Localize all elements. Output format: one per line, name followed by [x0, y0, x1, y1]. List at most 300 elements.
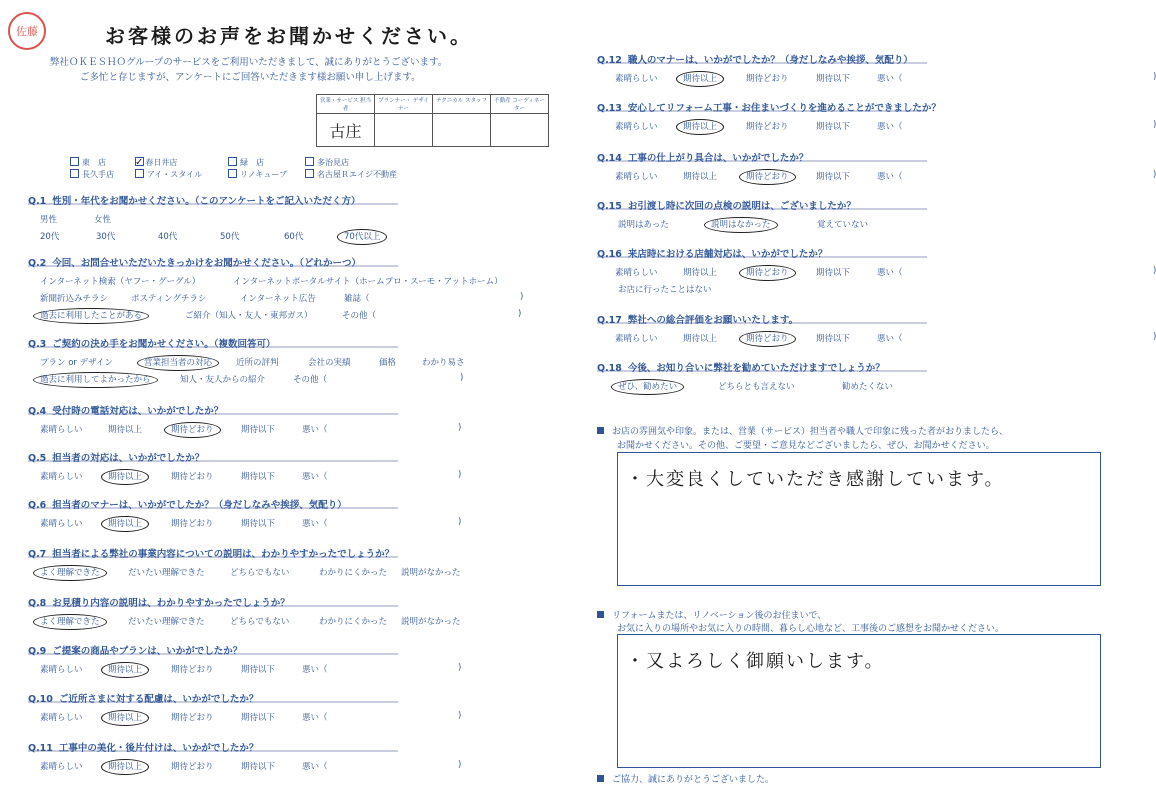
- answer-option[interactable]: [108, 423, 142, 435]
- answer-label: 悪い（: [302, 425, 328, 435]
- question-number: Q.2: [28, 258, 47, 269]
- answer-option[interactable]: [40, 470, 83, 482]
- answer-option[interactable]: [746, 72, 789, 84]
- selected-answer: 期待どおり: [739, 169, 796, 185]
- question-heading: [28, 193, 360, 207]
- answer-label: 素晴らしい: [615, 172, 658, 182]
- name-stamp: 佐藤: [8, 12, 46, 50]
- answer-option[interactable]: [40, 275, 200, 287]
- selected-answer: 過去に利用してよかったから: [33, 372, 158, 388]
- question-heading: [597, 100, 941, 114]
- store-option[interactable]: [70, 157, 106, 168]
- answer-option[interactable]: [816, 72, 850, 84]
- answer-option[interactable]: [131, 292, 206, 304]
- answer-label: 期待どおり: [171, 665, 214, 675]
- comment-prompt-1b: お聞かせください。その他、ご要望・ご意見などございましたら、ぜひ、お聞かせください。: [617, 441, 995, 451]
- answer-option[interactable]: [683, 72, 717, 84]
- store-option[interactable]: [305, 169, 397, 180]
- answer-option[interactable]: [379, 356, 396, 368]
- staff-name-realestate[interactable]: [491, 114, 549, 147]
- answer-option[interactable]: [746, 170, 789, 182]
- answer-label: 素晴らしい: [40, 472, 83, 482]
- question-number: Q.15: [597, 201, 622, 212]
- staff-header: プランナー・ デザイナー: [375, 95, 433, 114]
- answer-label: 悪い（: [302, 665, 328, 675]
- answer-label: 期待以上: [683, 334, 718, 344]
- question-number: Q.6: [28, 500, 47, 511]
- answer-option[interactable]: [877, 72, 903, 84]
- checkbox-icon[interactable]: [70, 169, 79, 178]
- answer-option[interactable]: [302, 470, 328, 482]
- comment-box-impressions[interactable]: [617, 452, 1101, 586]
- answer-option[interactable]: [171, 517, 214, 529]
- answer-label: 期待以下: [241, 665, 276, 675]
- answer-option[interactable]: [220, 230, 239, 242]
- answer-option[interactable]: [108, 760, 142, 772]
- staff-header: 不動産 コーディネーター: [491, 95, 549, 114]
- section-marker-icon: [597, 775, 604, 782]
- answer-label: 期待以下: [241, 713, 276, 723]
- question-text: 受付時の電話対応は、いかがでしたか？: [52, 406, 224, 417]
- answer-label: どちらとも言えない: [718, 382, 795, 392]
- answer-option[interactable]: [241, 423, 275, 435]
- answer-label: 期待どおり: [746, 74, 789, 84]
- answer-option[interactable]: [877, 120, 903, 132]
- answer-label: ): [458, 711, 462, 721]
- answer-label: 悪い（: [877, 122, 903, 132]
- answer-label: 期待以下: [241, 519, 276, 529]
- selected-answer: 期待どおり: [164, 422, 221, 438]
- answer-label: 悪い（: [302, 472, 328, 482]
- answer-label: だいたい理解できた: [128, 568, 205, 578]
- answer-option[interactable]: [171, 760, 214, 772]
- answer-label: お店に行ったことはない: [618, 285, 712, 295]
- answer-label: インターネット広告: [240, 294, 316, 304]
- comment-prompt-2: リフォームまたは、リノベーション後のお住まいで、: [597, 608, 826, 621]
- answer-option[interactable]: [108, 663, 142, 675]
- answer-option[interactable]: [180, 373, 265, 385]
- answer-option[interactable]: [816, 266, 850, 278]
- store-label: 緑 店: [240, 158, 264, 167]
- question-number: Q.1: [28, 196, 47, 207]
- answer-option[interactable]: [458, 423, 461, 433]
- answer-option[interactable]: [171, 663, 214, 675]
- answer-label: 期待以上: [683, 268, 718, 278]
- answer-label: 期待どおり: [171, 762, 214, 772]
- answer-option[interactable]: [40, 423, 83, 435]
- question-heading: [28, 403, 223, 417]
- answer-label: 説明はあった: [618, 220, 669, 230]
- staff-name-technical[interactable]: [433, 114, 491, 147]
- answer-option[interactable]: [158, 230, 177, 242]
- answer-label: 期待どおり: [171, 713, 214, 723]
- answer-label: 悪い（: [877, 334, 903, 344]
- question-text: 担当者による弊社の事業内容についての説明は、わかりやすかったでしょうか？: [52, 549, 395, 560]
- answer-label: 勧めたくない: [842, 382, 894, 392]
- question-text: 担当者の対応は、いかがでしたか？: [52, 453, 205, 464]
- answer-option[interactable]: [40, 760, 83, 772]
- question-heading: [28, 450, 204, 464]
- question-heading: [28, 497, 347, 511]
- question-text: ご提案の商品やプランは、いかがでしたか？: [52, 646, 243, 657]
- comment-prompt-1: お店の雰囲気や印象。または、営業（サービス）担当者や職人で印象に残った者がおりましたら、: [597, 424, 1008, 437]
- handwritten-comment: ・又よろしく御願いします。: [626, 651, 885, 672]
- answer-label: 価格: [379, 358, 397, 368]
- answer-option[interactable]: [460, 373, 463, 383]
- question-text: お見積り内容の説明は、わかりやすかったでしょうか？: [52, 598, 290, 609]
- question-number: Q.14: [597, 153, 622, 164]
- store-option[interactable]: [228, 169, 287, 180]
- store-label: リノキューブ: [240, 170, 287, 179]
- question-number: Q.7: [28, 549, 47, 560]
- selected-answer: 期待以上: [676, 119, 724, 135]
- answer-option[interactable]: [458, 517, 461, 527]
- answer-option[interactable]: [236, 356, 279, 368]
- question-text: 担当者のマナーは、いかがでしたか？（身だしなみや挨拶、気配り）: [52, 500, 347, 511]
- answer-label: インターネット検索（ヤフー・グーグル）: [40, 277, 201, 287]
- selected-answer: 営業担当者の対応: [137, 355, 219, 371]
- selected-answer: 期待以上: [101, 710, 149, 726]
- answer-option[interactable]: [344, 230, 380, 242]
- store-label: 長久手店: [82, 170, 114, 179]
- answer-option[interactable]: [241, 663, 275, 675]
- answer-label: ): [460, 373, 464, 383]
- answer-label: 悪い（: [877, 74, 903, 84]
- answer-label: ご紹介（知人・友人・東邦ガス）: [185, 311, 313, 321]
- answer-option[interactable]: [171, 423, 214, 435]
- answer-label: 期待以下: [816, 334, 851, 344]
- answer-option[interactable]: [816, 170, 850, 182]
- staff-header: 営業・サービス 担当者: [317, 95, 375, 114]
- answer-label: 素晴らしい: [615, 122, 658, 132]
- answer-option[interactable]: [746, 332, 789, 344]
- question-number: Q.13: [597, 103, 622, 114]
- answer-option[interactable]: [293, 373, 327, 385]
- answer-label: 期待どおり: [171, 519, 214, 529]
- answer-label: ): [458, 470, 462, 480]
- answer-option[interactable]: [108, 711, 142, 723]
- answer-label: 素晴らしい: [40, 519, 83, 529]
- answer-option[interactable]: [171, 711, 214, 723]
- answer-option[interactable]: [302, 423, 328, 435]
- selected-answer: ぜひ、勧めたい: [611, 379, 684, 395]
- answer-label: ): [1153, 170, 1156, 180]
- answer-option[interactable]: [746, 120, 789, 132]
- answer-option[interactable]: [842, 380, 893, 392]
- comment-box-after-work[interactable]: [617, 634, 1101, 768]
- answer-option[interactable]: [96, 230, 115, 242]
- question-text: 安心してリフォーム工事・お住まいづくりを進めることができましたか？: [627, 103, 941, 114]
- answer-label: 期待以下: [241, 425, 276, 435]
- answer-option[interactable]: [615, 266, 658, 278]
- question-text: 職人のマナーは、いかがでしたか？（身だしなみや挨拶、気配り）: [627, 55, 913, 66]
- staff-table: [316, 94, 549, 147]
- question-text: 工事の仕上がり具合は、いかがでしたか？: [627, 153, 809, 164]
- answer-label: 素晴らしい: [40, 425, 83, 435]
- answer-option[interactable]: [518, 309, 521, 319]
- question-number: Q.8: [28, 598, 47, 609]
- answer-option[interactable]: [520, 292, 523, 302]
- answer-label: わかり易さ: [422, 358, 465, 368]
- answer-label: 近所の評判: [236, 358, 279, 368]
- answer-label: 悪い（: [302, 519, 328, 529]
- answer-option[interactable]: [401, 566, 461, 578]
- check-mark-icon: ✓: [135, 157, 144, 168]
- question-heading: [28, 336, 276, 350]
- answer-option[interactable]: [241, 517, 275, 529]
- question-text: 今後、お知り合いに弊社を勧めていただけますでしょうか？: [627, 363, 885, 374]
- answer-option[interactable]: [319, 566, 387, 578]
- answer-option[interactable]: [458, 760, 461, 770]
- question-text: 工事中の美化・後片付けは、いかがでしたか？: [58, 743, 259, 754]
- answer-option[interactable]: [108, 517, 142, 529]
- answer-option[interactable]: [185, 309, 313, 321]
- question-text: 弊社への総合評価をお願いいたします。: [627, 315, 799, 326]
- answer-label: 雑誌（: [344, 294, 370, 304]
- answer-option[interactable]: [94, 213, 111, 225]
- store-option[interactable]: [305, 157, 349, 168]
- checkbox-icon[interactable]: [135, 169, 144, 178]
- answer-option[interactable]: [302, 663, 328, 675]
- answer-label: 40代: [158, 232, 178, 242]
- question-text: 来店時における店舗対応は、いかがでしたか？: [627, 249, 828, 260]
- answer-label: 60代: [284, 232, 304, 242]
- answer-option[interactable]: [40, 230, 59, 242]
- answer-label: わかりにくかった: [319, 617, 388, 627]
- answer-label: インターネットポータルサイト（ホームプロ・スーモ・アットホーム）: [233, 277, 503, 287]
- answer-option[interactable]: [308, 356, 351, 368]
- answer-option[interactable]: [877, 332, 903, 344]
- answer-label: 新聞折込みチラシ: [40, 294, 109, 304]
- answer-option[interactable]: [683, 170, 717, 182]
- answer-label: 30代: [96, 232, 116, 242]
- answer-option[interactable]: [40, 356, 113, 368]
- answer-label: 悪い（: [302, 713, 328, 723]
- answer-option[interactable]: [284, 230, 303, 242]
- question-heading: [28, 595, 290, 609]
- answer-label: 悪い（: [877, 268, 903, 278]
- question-heading: [597, 360, 885, 374]
- question-heading: [597, 198, 856, 212]
- answer-option[interactable]: [615, 170, 658, 182]
- answer-option[interactable]: [816, 332, 850, 344]
- answer-option[interactable]: [458, 470, 461, 480]
- question-number: Q.10: [28, 694, 53, 705]
- answer-label: 期待以下: [241, 762, 276, 772]
- answer-label: 会社の実績: [308, 358, 351, 368]
- staff-header: テクニカル スタッフ: [433, 95, 491, 114]
- answer-option[interactable]: [817, 218, 868, 230]
- answer-option[interactable]: [40, 566, 100, 578]
- answer-option[interactable]: [342, 309, 376, 321]
- answer-option[interactable]: [615, 72, 658, 84]
- answer-label: 20代: [40, 232, 60, 242]
- answer-option[interactable]: [128, 615, 205, 627]
- answer-option[interactable]: [401, 615, 461, 627]
- checkbox-icon[interactable]: [228, 169, 237, 178]
- selected-answer: 説明はなかった: [704, 217, 778, 233]
- answer-label: 期待以上: [108, 425, 143, 435]
- answer-label: 期待以上: [683, 172, 718, 182]
- answer-label: ): [458, 760, 462, 770]
- checkbox-icon[interactable]: [228, 157, 237, 166]
- answer-option[interactable]: [240, 292, 316, 304]
- answer-option[interactable]: [302, 760, 328, 772]
- answer-option[interactable]: [40, 711, 83, 723]
- answer-option[interactable]: [422, 356, 465, 368]
- section-marker-icon: [597, 611, 604, 618]
- answer-option[interactable]: [618, 380, 677, 392]
- question-heading: [597, 52, 913, 66]
- answer-option[interactable]: [230, 615, 289, 627]
- answer-label: 素晴らしい: [615, 268, 658, 278]
- store-option[interactable]: [135, 157, 177, 168]
- store-option[interactable]: [135, 169, 202, 180]
- answer-label: 期待以下: [816, 122, 851, 132]
- question-number: Q.4: [28, 406, 47, 417]
- answer-option[interactable]: [241, 470, 275, 482]
- answer-label: わかりにくかった: [319, 568, 388, 578]
- question-number: Q.18: [597, 363, 622, 374]
- answer-option[interactable]: [108, 470, 142, 482]
- answer-label: 女性: [94, 215, 112, 225]
- answer-label: 知人・友人からの紹介: [180, 375, 266, 385]
- answer-option[interactable]: [319, 615, 387, 627]
- answer-label: その他（: [293, 375, 328, 385]
- page-title: お客様のお声をお聞かせください。: [105, 24, 473, 48]
- selected-answer: 期待以上: [101, 662, 149, 678]
- answer-option[interactable]: [877, 170, 903, 182]
- answer-label: ): [458, 517, 462, 527]
- answer-option[interactable]: [746, 266, 789, 278]
- answer-label: 期待以下: [816, 172, 851, 182]
- question-heading: [28, 643, 242, 657]
- question-heading: [597, 246, 827, 260]
- intro-line-1: 弊社ＯＫＥＳＨＯグループのサービスをご利用いただきまして、誠にありがとうございます。: [50, 57, 448, 68]
- selected-answer: 期待どおり: [739, 331, 796, 347]
- store-label: 名古屋Ｒエイジ不動産: [317, 170, 397, 179]
- checkbox-icon[interactable]: [70, 157, 79, 166]
- answer-option[interactable]: [233, 275, 503, 287]
- answer-option[interactable]: [40, 213, 57, 225]
- answer-label: 素晴らしい: [615, 334, 658, 344]
- answer-option[interactable]: [171, 470, 214, 482]
- checkbox-icon[interactable]: [305, 169, 314, 178]
- question-number: Q.5: [28, 453, 47, 464]
- answer-option[interactable]: [718, 380, 795, 392]
- answer-option[interactable]: [40, 292, 108, 304]
- answer-label: 50代: [220, 232, 240, 242]
- answer-option[interactable]: [683, 120, 717, 132]
- answer-label: ): [520, 292, 524, 302]
- answer-label: ): [458, 663, 462, 673]
- question-heading: [28, 546, 394, 560]
- answer-label: 説明がなかった: [401, 568, 461, 578]
- answer-option[interactable]: [618, 218, 669, 230]
- answer-label: 説明がなかった: [401, 617, 461, 627]
- answer-option[interactable]: [302, 711, 328, 723]
- question-number: Q.3: [28, 339, 47, 350]
- answer-option[interactable]: [458, 711, 461, 721]
- comment-prompt-2b: お気に入りの場所やお気に入りの時間、暮らし心地など、工事後のご感想をお聞かせください。: [617, 624, 1005, 634]
- question-text: お引渡し時に次回の点検の説明は、ございましたか？: [627, 201, 856, 212]
- answer-label: 覚えていない: [817, 220, 869, 230]
- answer-option[interactable]: [615, 332, 658, 344]
- answer-option[interactable]: [344, 292, 370, 304]
- answer-label: その他（: [342, 311, 377, 321]
- question-number: Q.16: [597, 249, 622, 260]
- answer-option[interactable]: [144, 356, 212, 368]
- answer-option[interactable]: [458, 663, 461, 673]
- answer-option[interactable]: [683, 332, 717, 344]
- answer-option[interactable]: [241, 711, 275, 723]
- question-number: Q.9: [28, 646, 47, 657]
- store-label: アイ・スタイル: [147, 170, 203, 179]
- store-label: 多治見店: [317, 158, 349, 167]
- question-heading: [28, 740, 258, 754]
- question-number: Q.17: [597, 315, 622, 326]
- selected-answer: よく理解できた: [33, 565, 107, 581]
- answer-label: 素晴らしい: [40, 665, 83, 675]
- staff-name-sales[interactable]: 古庄: [317, 114, 375, 147]
- answer-option[interactable]: [40, 517, 83, 529]
- section-marker-icon: [597, 427, 604, 434]
- answer-option[interactable]: [877, 266, 903, 278]
- answer-label: ): [1153, 266, 1156, 276]
- staff-name-planner[interactable]: [375, 114, 433, 147]
- answer-option[interactable]: [615, 120, 658, 132]
- answer-label: ): [1153, 332, 1156, 342]
- intro-line-2: ご多忙と存じますが、アンケートにご回答いただきます様お願い申し上げます。: [80, 72, 421, 83]
- selected-answer: 期待どおり: [739, 265, 796, 281]
- selected-answer: よく理解できた: [33, 614, 107, 630]
- closing-message: ご協力、誠にありがとうございました。: [597, 772, 774, 785]
- store-option[interactable]: [70, 169, 114, 180]
- question-number: Q.11: [28, 743, 53, 754]
- answer-label: 悪い（: [877, 172, 903, 182]
- answer-option[interactable]: [40, 373, 151, 385]
- answer-option[interactable]: [128, 566, 205, 578]
- handwritten-comment: ・大変良くしていただき感謝しています。: [626, 469, 1005, 490]
- answer-option[interactable]: [302, 517, 328, 529]
- answer-option[interactable]: [816, 120, 850, 132]
- answer-option[interactable]: [40, 663, 83, 675]
- answer-option[interactable]: [618, 283, 712, 295]
- answer-label: ): [518, 309, 522, 319]
- answer-label: ): [1153, 72, 1156, 82]
- answer-option[interactable]: [711, 218, 771, 230]
- answer-label: 期待どおり: [171, 472, 214, 482]
- checkbox-icon[interactable]: [305, 157, 314, 166]
- answer-option[interactable]: [241, 760, 275, 772]
- answer-option[interactable]: [230, 566, 289, 578]
- question-text: ご契約の決め手をお聞かせください。（複数回答可）: [52, 339, 276, 350]
- answer-label: 素晴らしい: [615, 74, 658, 84]
- answer-label: 期待以下: [241, 472, 276, 482]
- selected-answer: 期待以上: [101, 759, 149, 775]
- answer-label: どちらでもない: [230, 568, 290, 578]
- answer-option[interactable]: [40, 615, 100, 627]
- store-option[interactable]: [228, 157, 264, 168]
- question-heading: [597, 150, 808, 164]
- store-label: 春日井店: [145, 158, 178, 167]
- answer-option[interactable]: [40, 309, 142, 321]
- question-heading: [28, 255, 361, 269]
- answer-label: 男性: [40, 215, 58, 225]
- answer-label: プラン or デザイン: [40, 358, 114, 368]
- answer-option[interactable]: [683, 266, 717, 278]
- answer-label: ポスティングチラシ: [131, 294, 207, 304]
